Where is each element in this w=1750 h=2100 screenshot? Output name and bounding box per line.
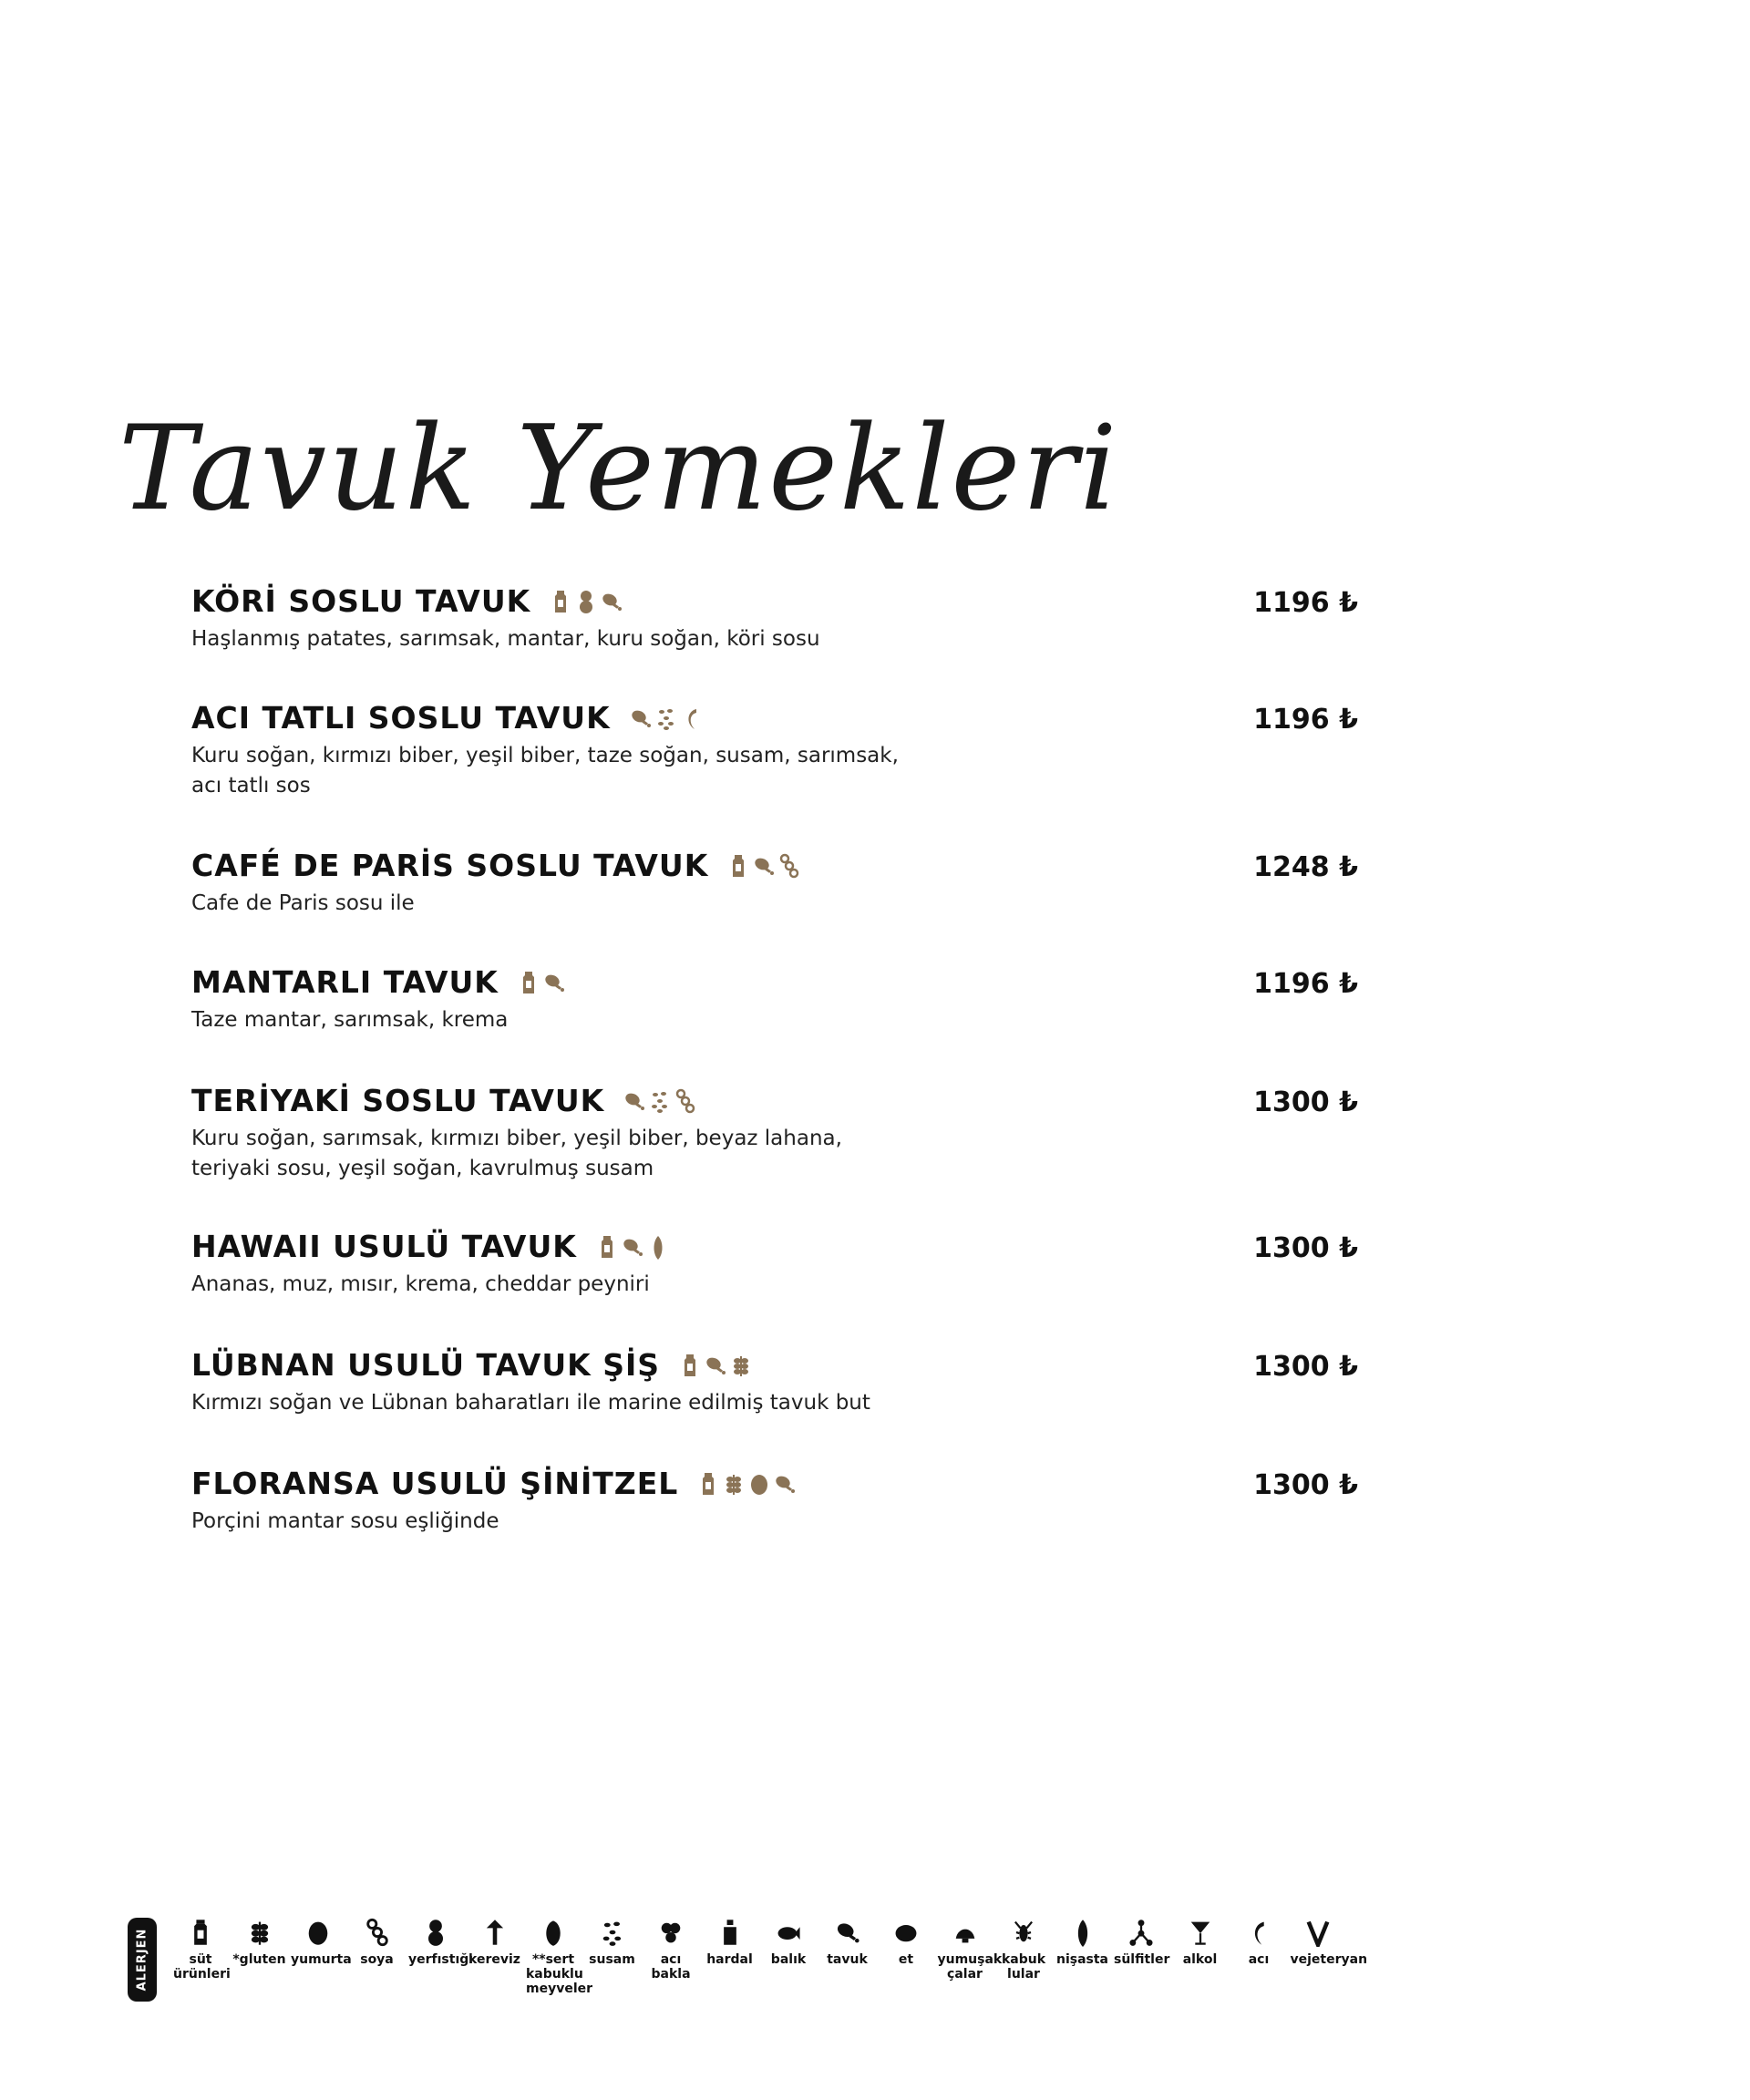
menu-item-name: KÖRİ SOSLU TAVUK — [191, 583, 531, 619]
menu-item-name: LÜBNAN USULÜ TAVUK ŞİŞ — [191, 1347, 661, 1383]
allergen-icons — [698, 1471, 800, 1497]
chicken-icon — [623, 1234, 643, 1260]
legend-item — [937, 1918, 1003, 1982]
mollusc-icon — [952, 1918, 979, 1947]
peanut-icon — [576, 589, 596, 614]
chicken-icon — [602, 589, 622, 614]
legend-label: nişasta — [1055, 1952, 1109, 1967]
allergen-tag-label: ALERJEN — [135, 1928, 149, 1992]
legend-label: soya — [360, 1952, 394, 1967]
legend-label: balık — [770, 1952, 807, 1967]
menu-item — [191, 1083, 1358, 1184]
legend-label: kereviz — [468, 1952, 520, 1967]
menu-item-name: FLORANSA USULÜ ŞİNİTZEL — [191, 1466, 679, 1501]
menu-item-price: 1300 ₺ — [1253, 1469, 1358, 1501]
menu-item-price: 1248 ₺ — [1253, 851, 1358, 883]
egg-icon — [749, 1471, 769, 1497]
allergen-icons — [631, 705, 707, 731]
gluten-icon — [731, 1353, 751, 1378]
legend-item — [350, 1918, 405, 1967]
legend-item — [643, 1918, 698, 1982]
gluten-icon — [724, 1471, 744, 1497]
starch-icon — [648, 1234, 668, 1260]
legend-item — [585, 1918, 640, 1967]
legend-item — [232, 1918, 287, 1967]
legend-label: süt ürünleri — [173, 1952, 231, 1982]
allergen-tag — [128, 1918, 157, 2002]
milk-icon — [597, 1234, 617, 1260]
chicken-icon — [775, 1471, 795, 1497]
soy-icon — [779, 853, 799, 879]
menu-item-name: TERİYAKİ SOSLU TAVUK — [191, 1083, 605, 1118]
legend-item — [291, 1918, 352, 1967]
menu-item — [191, 848, 1358, 919]
milk-icon — [728, 853, 748, 879]
legend-item — [468, 1918, 522, 1967]
fish-icon — [775, 1918, 802, 1947]
legend-item — [526, 1918, 593, 1996]
milk-icon — [187, 1918, 214, 1947]
peanut-icon — [422, 1918, 449, 1947]
allergen-icons — [624, 1088, 701, 1114]
menu-item-description: Kırmızı soğan ve Lübnan baharatları ile marine edilmiş tavuk but — [191, 1391, 870, 1415]
menu-item-description: Kuru soğan, kırmızı biber, yeşil biber, taze soğan, susam, sarımsak, acı tatlı sos — [191, 744, 899, 798]
chicken-icon — [705, 1353, 726, 1378]
menu-item-price: 1300 ₺ — [1253, 1232, 1358, 1264]
chicken-icon — [624, 1088, 644, 1114]
menu-item-price: 1196 ₺ — [1253, 704, 1358, 736]
allergen-icons — [728, 853, 805, 879]
chili-icon — [682, 705, 702, 731]
allergen-icons — [597, 1234, 674, 1260]
legend-item — [820, 1918, 875, 1967]
legend-item — [408, 1918, 474, 1967]
chicken-icon — [754, 853, 774, 879]
legend-label: acı bakla — [651, 1952, 691, 1982]
menu-item-price: 1300 ₺ — [1253, 1351, 1358, 1383]
menu-item — [191, 964, 1358, 1035]
alcohol-icon — [1187, 1918, 1214, 1947]
legend-item — [1231, 1918, 1286, 1967]
allergen-icons — [551, 589, 627, 614]
legend-label: susam — [589, 1952, 635, 1967]
milk-icon — [698, 1471, 718, 1497]
menu-item-description: Taze mantar, sarımsak, krema — [191, 1008, 509, 1032]
celery-icon — [481, 1918, 509, 1947]
menu-item — [191, 583, 1358, 654]
legend-item — [703, 1918, 757, 1967]
mustard-icon — [716, 1918, 744, 1947]
allergen-icons — [680, 1353, 757, 1378]
legend-item — [173, 1918, 231, 1982]
menu-item — [191, 1229, 1358, 1300]
soy-icon — [364, 1918, 391, 1947]
menu-item-price: 1300 ₺ — [1253, 1086, 1358, 1118]
legend-label: et — [898, 1952, 914, 1967]
menu-item-name: CAFÉ DE PARİS SOSLU TAVUK — [191, 848, 709, 883]
menu-item — [191, 700, 1358, 801]
legend-item — [1114, 1918, 1168, 1967]
menu-item-price: 1196 ₺ — [1253, 587, 1358, 619]
legend-label: yerfıstığı — [408, 1952, 474, 1967]
menu-item-description: Haşlanmış patates, sarımsak, mantar, kuru soğan, köri sosu — [191, 627, 820, 651]
legend-label: tavuk — [827, 1952, 868, 1967]
sulphite-icon — [1127, 1918, 1155, 1947]
menu-item-description: Porçini mantar sosu eşliğinde — [191, 1509, 499, 1533]
sesame-icon — [656, 705, 676, 731]
egg-icon — [304, 1918, 332, 1947]
allergen-icons — [519, 970, 570, 995]
lupin-icon — [657, 1918, 685, 1947]
sesame-icon — [650, 1088, 670, 1114]
menu-item-price: 1196 ₺ — [1253, 968, 1358, 1000]
legend-item — [761, 1918, 816, 1967]
legend-label: hardal — [706, 1952, 753, 1967]
menu-item-description: Cafe de Paris sosu ile — [191, 891, 415, 915]
legend-item — [996, 1918, 1051, 1982]
page-title: Tavuk Yemekleri — [118, 401, 1119, 537]
legend-label: *gluten — [232, 1952, 286, 1967]
milk-icon — [519, 970, 539, 995]
soy-icon — [675, 1088, 695, 1114]
menu-item-name: ACI TATLI SOSLU TAVUK — [191, 700, 611, 736]
menu-item-name: HAWAII USULÜ TAVUK — [191, 1229, 577, 1264]
legend-label: **sert kabuklu meyveler — [526, 1952, 593, 1996]
legend-item — [1173, 1918, 1228, 1967]
legend-item — [1055, 1918, 1110, 1967]
legend-label: kabuk lular — [1001, 1952, 1046, 1982]
nut-icon — [540, 1918, 567, 1947]
milk-icon — [551, 589, 571, 614]
starch-icon — [1069, 1918, 1096, 1947]
legend-label: yumuşak çalar — [937, 1952, 1003, 1982]
menu-item-name: MANTARLI TAVUK — [191, 964, 499, 1000]
legend-item — [879, 1918, 933, 1967]
chili-icon — [1245, 1918, 1272, 1947]
gluten-icon — [246, 1918, 273, 1947]
legend-label: sülfitler — [1114, 1952, 1170, 1967]
legend-label: yumurta — [291, 1952, 352, 1967]
meat-icon — [892, 1918, 920, 1947]
sesame-icon — [599, 1918, 626, 1947]
crustacean-icon — [1010, 1918, 1037, 1947]
chicken-icon — [631, 705, 651, 731]
menu-item — [191, 1466, 1358, 1537]
vegetarian-icon — [1304, 1918, 1332, 1947]
menu-item-description: Ananas, muz, mısır, krema, cheddar peyniri — [191, 1272, 650, 1296]
legend-label: vejeteryan — [1290, 1952, 1368, 1967]
menu-item — [191, 1347, 1358, 1418]
menu-item-description: Kuru soğan, sarımsak, kırmızı biber, yeşil biber, beyaz lahana, teriyaki sosu, yeşil soğan, kavrulmuş susam — [191, 1127, 842, 1180]
chicken-icon — [834, 1918, 861, 1947]
chicken-icon — [544, 970, 564, 995]
milk-icon — [680, 1353, 700, 1378]
legend-label: alkol — [1182, 1952, 1218, 1967]
legend-label: acı — [1248, 1952, 1270, 1967]
legend-item — [1290, 1918, 1368, 1967]
